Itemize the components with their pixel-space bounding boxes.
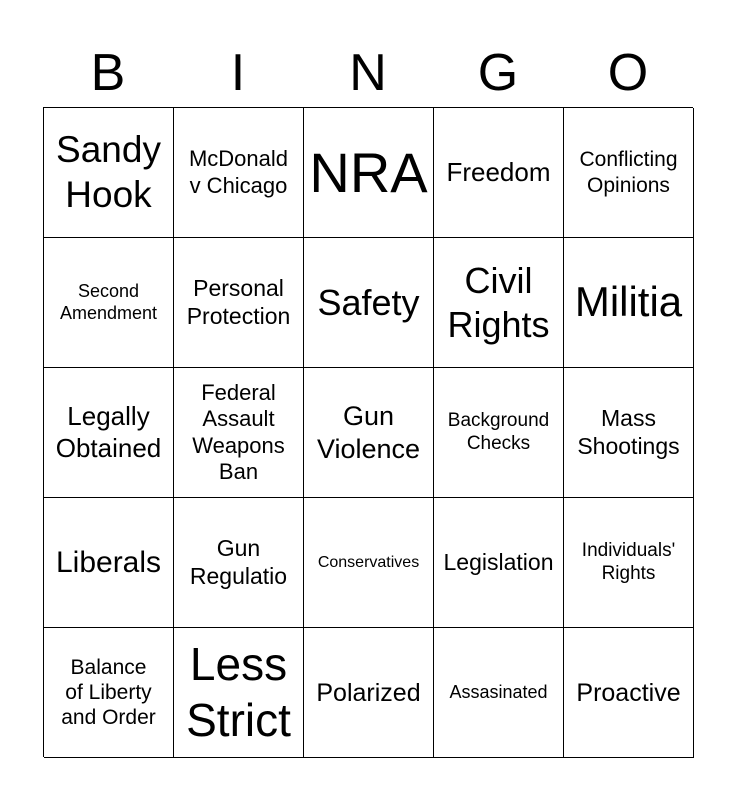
header-letter-o: O [607,44,649,102]
bingo-cell-text: Civil Rights [447,260,550,345]
bingo-cell-text: Assasinated [449,681,548,702]
bingo-cell[interactable] [434,628,564,758]
bingo-cell-text: Safety [317,281,420,323]
bingo-cell[interactable] [44,108,174,238]
header-letter-n: N [349,44,387,102]
header-letter-b: B [90,44,126,102]
bingo-cell[interactable] [304,368,434,498]
bingo-cell-text: Second Amendment [59,280,158,323]
bingo-cell-text: Individuals' Rights [581,539,676,584]
bingo-cell[interactable] [174,498,304,628]
bingo-cell[interactable] [174,628,304,758]
bingo-cell-text: McDonald v Chicago [188,146,289,198]
bingo-cell[interactable] [564,108,694,238]
bingo-cell-text: Balance of Liberty and Order [61,655,156,730]
bingo-cell[interactable] [564,368,694,498]
bingo-cell[interactable] [564,628,694,758]
bingo-cell-text: Mass Shootings [577,404,680,459]
bingo-cell[interactable] [304,108,434,238]
bingo-grid [43,107,693,757]
bingo-cell[interactable] [564,498,694,628]
bingo-cell[interactable] [174,368,304,498]
bingo-cell[interactable] [434,498,564,628]
bingo-cell-text: Liberals [55,545,162,579]
bingo-cell-text: Polarized [316,678,421,707]
bingo-cell[interactable] [564,238,694,368]
bingo-cell-text: Legally Obtained [55,401,162,463]
header-letter-g: G [477,44,519,102]
bingo-cell[interactable] [304,628,434,758]
bingo-cell-text: Sandy Hook [56,129,161,215]
bingo-cell[interactable] [44,628,174,758]
bingo-cell-text: Gun Violence [316,401,421,464]
bingo-cell-text: Militia [574,278,683,326]
bingo-cell[interactable] [304,238,434,368]
bingo-cell-text: Background Checks [447,409,550,454]
bingo-cell-text: Less Strict [186,638,291,746]
bingo-cell[interactable] [434,108,564,238]
bingo-cell[interactable] [174,238,304,368]
bingo-cell[interactable] [304,498,434,628]
bingo-cell-text: Conservatives [317,553,420,571]
bingo-cell[interactable] [44,498,174,628]
bingo-cell-text: NRA [309,140,428,204]
bingo-cell-text: Proactive [576,678,681,707]
bingo-cell[interactable] [434,368,564,498]
header-letter-i: I [230,44,246,102]
bingo-cell[interactable] [44,238,174,368]
bingo-cell-text: Conflicting Opinions [579,148,678,197]
bingo-cell-text: Federal Assault Weapons Ban [192,379,285,484]
bingo-cell-text: Gun Regulatio [189,534,288,589]
bingo-header [43,40,693,106]
bingo-cell[interactable] [44,368,174,498]
bingo-cell[interactable] [174,108,304,238]
bingo-cell-text: Freedom [446,156,551,187]
bingo-cell-text: Legislation [443,548,554,575]
bingo-cell[interactable] [434,238,564,368]
bingo-cell-text: Personal Protection [186,274,291,329]
